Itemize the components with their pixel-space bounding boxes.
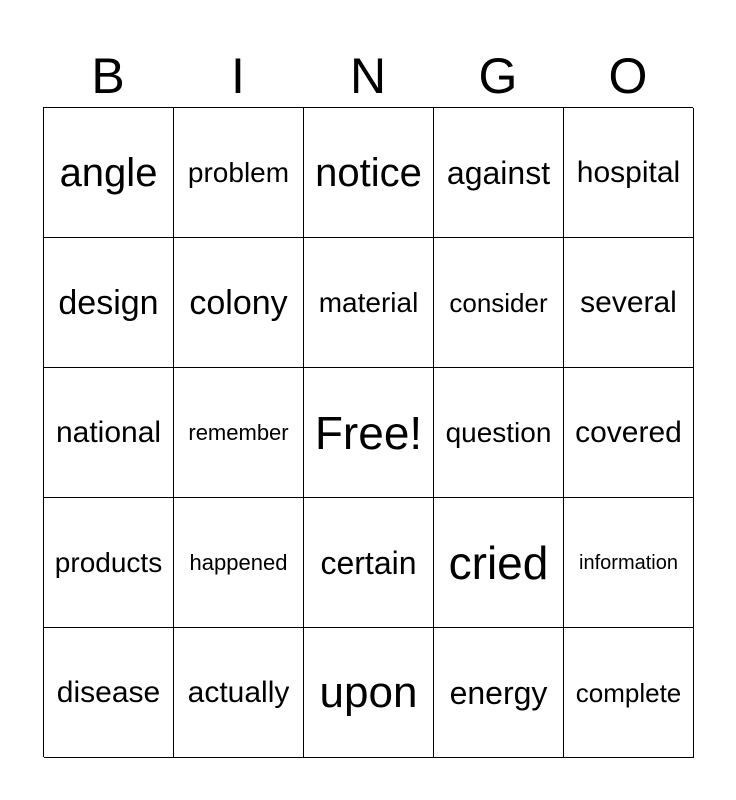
free-space[interactable]: Free! <box>304 368 434 498</box>
bingo-cell[interactable]: material <box>304 238 434 368</box>
bingo-cell[interactable]: problem <box>174 108 304 238</box>
bingo-cell[interactable]: energy <box>434 628 564 758</box>
bingo-cell[interactable]: several <box>564 238 694 368</box>
bingo-header <box>43 46 693 106</box>
header-letter-n: N <box>349 48 387 104</box>
header-letter-g: G <box>478 48 518 104</box>
header-letter-o: O <box>608 48 648 104</box>
bingo-cell[interactable]: question <box>434 368 564 498</box>
bingo-cell[interactable]: remember <box>174 368 304 498</box>
bingo-cell[interactable]: upon <box>304 628 434 758</box>
bingo-cell[interactable]: cried <box>434 498 564 628</box>
bingo-cell[interactable]: disease <box>44 628 174 758</box>
bingo-cell[interactable]: colony <box>174 238 304 368</box>
bingo-cell[interactable]: notice <box>304 108 434 238</box>
bingo-cell[interactable]: certain <box>304 498 434 628</box>
bingo-cell[interactable]: consider <box>434 238 564 368</box>
bingo-cell[interactable]: actually <box>174 628 304 758</box>
bingo-cell[interactable]: against <box>434 108 564 238</box>
bingo-cell[interactable]: covered <box>564 368 694 498</box>
bingo-cell[interactable]: design <box>44 238 174 368</box>
header-letter-b: B <box>91 48 125 104</box>
header-letter-i: I <box>231 48 245 104</box>
bingo-cell[interactable]: hospital <box>564 108 694 238</box>
bingo-cell[interactable]: products <box>44 498 174 628</box>
bingo-cell[interactable]: national <box>44 368 174 498</box>
bingo-board <box>43 107 693 757</box>
bingo-cell[interactable]: happened <box>174 498 304 628</box>
bingo-cell[interactable]: complete <box>564 628 694 758</box>
bingo-cell[interactable]: information <box>564 498 694 628</box>
bingo-cell[interactable]: angle <box>44 108 174 238</box>
